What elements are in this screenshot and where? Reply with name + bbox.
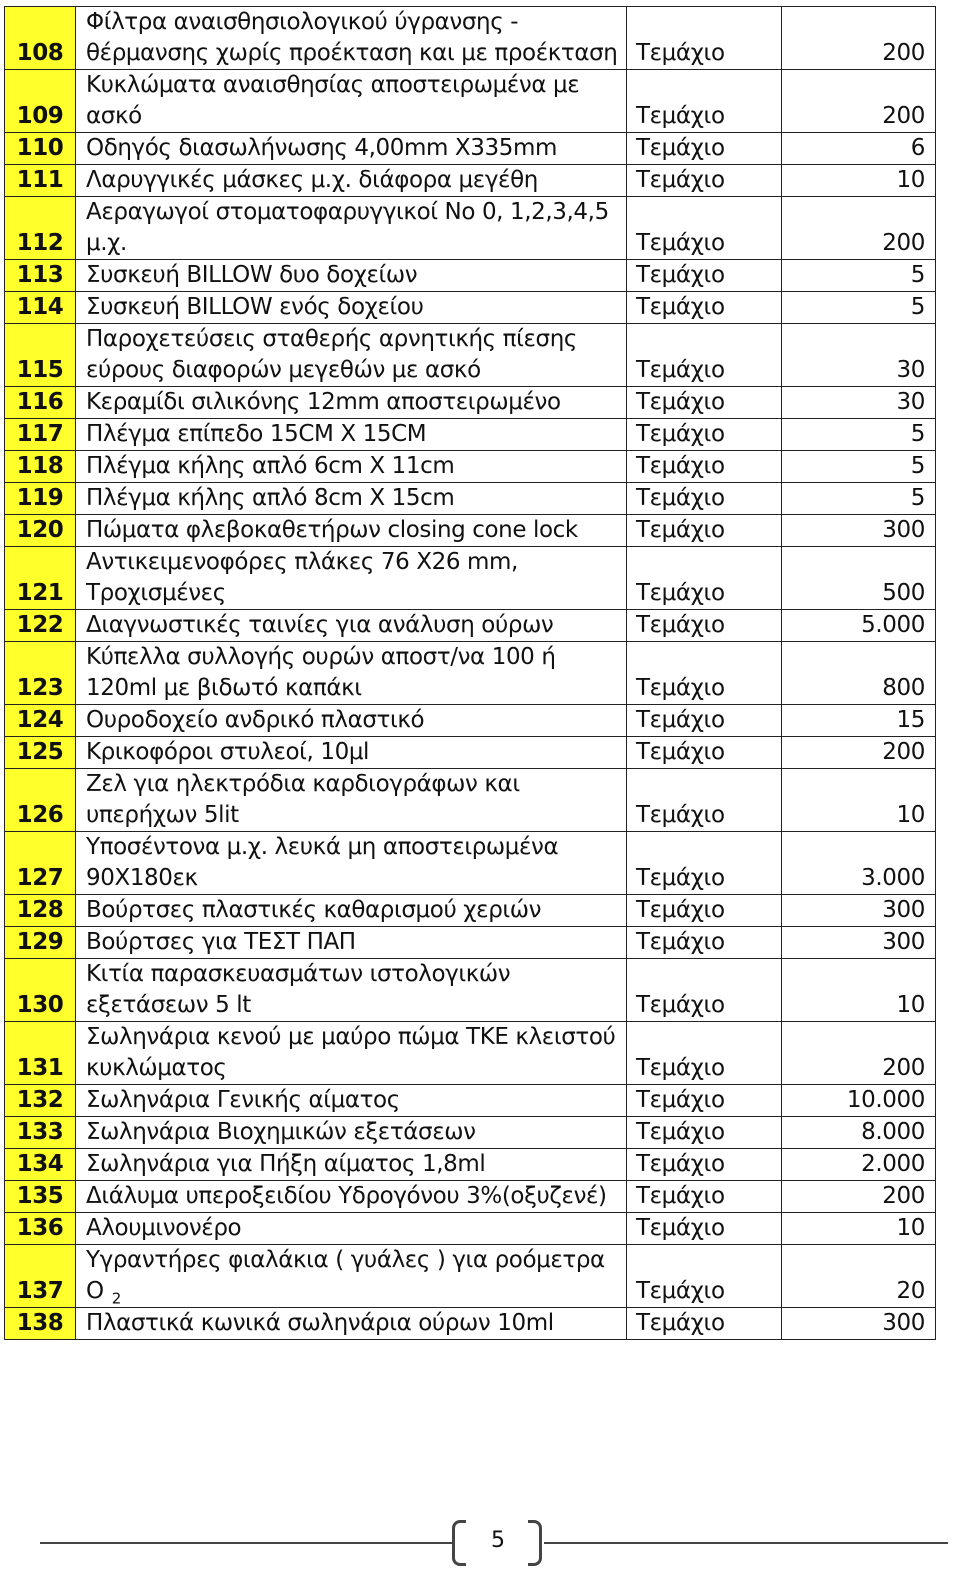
item-number: 109 [5, 70, 76, 133]
item-description-text: Υποσέντονα μ.χ. λευκά μη αποστειρωμένα 90Χ180εκ [86, 834, 559, 891]
item-quantity: 6 [782, 133, 936, 165]
item-number: 118 [5, 451, 76, 483]
item-unit: Τεμάχιο [627, 610, 782, 642]
item-quantity: 3.000 [782, 832, 936, 895]
item-unit: Τεμάχιο [627, 642, 782, 705]
table-row [5, 705, 936, 737]
item-unit: Τεμάχιο [627, 547, 782, 610]
item-description [76, 642, 627, 705]
item-description-text: Κιτία παρασκευασμάτων ιστολογικών εξετάσεων 5 lt [86, 961, 511, 1018]
item-unit: Τεμάχιο [627, 197, 782, 260]
item-description-text: Σωληνάρια κενού με μαύρο πώμα ΤΚΕ κλειστού κυκλώματος [86, 1024, 616, 1081]
item-unit: Τεμάχιο [627, 1149, 782, 1181]
table-row [5, 1085, 936, 1117]
item-quantity: 10 [782, 959, 936, 1022]
item-quantity: 8.000 [782, 1117, 936, 1149]
item-description-text: Υγραντήρες φιαλάκια ( γυάλες ) για ροόμετρα Ο [86, 1247, 605, 1304]
item-description [76, 197, 627, 260]
item-number: 137 [5, 1245, 76, 1308]
table-row [5, 927, 936, 959]
item-description-text: Ουροδοχείο ανδρικό πλαστικό [86, 707, 425, 733]
item-description-text: Αντικειμενοφόρες πλάκες 76 Χ26 mm, Τροχισμένες [86, 549, 518, 606]
item-description [76, 1308, 627, 1340]
item-description [76, 1149, 627, 1181]
table-row [5, 515, 936, 547]
item-quantity: 5 [782, 419, 936, 451]
item-number: 128 [5, 895, 76, 927]
item-number: 133 [5, 1117, 76, 1149]
item-description-text: Φίλτρα αναισθησιολογικού ύγρανσης - θέρμανσης χωρίς προέκταση και με προέκταση [86, 9, 618, 66]
item-unit: Τεμάχιο [627, 260, 782, 292]
item-description-text: Πλαστικά κωνικά σωληνάρια ούρων 10ml [86, 1310, 554, 1336]
item-number: 125 [5, 737, 76, 769]
page-footer [0, 1520, 960, 1570]
item-description-text: Ζελ για ηλεκτρόδια καρδιογράφων και υπερήχων 5lit [86, 771, 520, 828]
left-brace [452, 1520, 466, 1566]
item-quantity: 10.000 [782, 1085, 936, 1117]
item-unit: Τεμάχιο [627, 737, 782, 769]
item-number: 138 [5, 1308, 76, 1340]
item-quantity: 500 [782, 547, 936, 610]
item-unit: Τεμάχιο [627, 451, 782, 483]
item-unit: Τεμάχιο [627, 959, 782, 1022]
table-row [5, 197, 936, 260]
item-description-text: Βούρτσες για ΤΕΣΤ ΠΑΠ [86, 929, 356, 955]
table-row [5, 1213, 936, 1245]
item-quantity: 800 [782, 642, 936, 705]
item-description-text: Σωληνάρια για Πήξη αίματος 1,8ml [86, 1151, 486, 1177]
item-number: 120 [5, 515, 76, 547]
table-row [5, 324, 936, 387]
item-description [76, 895, 627, 927]
item-description [76, 483, 627, 515]
item-unit: Τεμάχιο [627, 1022, 782, 1085]
item-description-text: Συσκευή BILLOW δυο δοχείων [86, 262, 418, 288]
item-quantity: 10 [782, 769, 936, 832]
item-number: 129 [5, 927, 76, 959]
table-row [5, 1149, 936, 1181]
item-description [76, 7, 627, 70]
item-description-text: Κεραμίδι σιλικόνης 12mm αποστειρωμένο [86, 389, 561, 415]
item-number: 132 [5, 1085, 76, 1117]
item-number: 113 [5, 260, 76, 292]
item-description [76, 1085, 627, 1117]
item-number: 131 [5, 1022, 76, 1085]
item-quantity: 5 [782, 451, 936, 483]
table-row [5, 895, 936, 927]
item-description [76, 959, 627, 1022]
item-number: 130 [5, 959, 76, 1022]
item-unit: Τεμάχιο [627, 165, 782, 197]
item-quantity: 300 [782, 515, 936, 547]
item-description [76, 70, 627, 133]
item-description [76, 324, 627, 387]
item-number: 123 [5, 642, 76, 705]
item-description [76, 1213, 627, 1245]
table-row [5, 1022, 936, 1085]
table-row [5, 7, 936, 70]
item-quantity: 300 [782, 895, 936, 927]
item-description [76, 451, 627, 483]
item-number: 134 [5, 1149, 76, 1181]
item-quantity: 5.000 [782, 610, 936, 642]
item-number: 115 [5, 324, 76, 387]
item-description-text: Διάλυμα υπεροξειδίου Υδρογόνου 3%(οξυζενέ) [86, 1183, 607, 1209]
item-description [76, 769, 627, 832]
footer-rule-right [544, 1542, 948, 1544]
table-row [5, 483, 936, 515]
item-quantity: 200 [782, 737, 936, 769]
item-description-text: Σωληνάρια Βιοχημικών εξετάσεων [86, 1119, 476, 1145]
item-unit: Τεμάχιο [627, 292, 782, 324]
table-row [5, 419, 936, 451]
table-row [5, 292, 936, 324]
item-quantity: 20 [782, 1245, 936, 1308]
item-description-text: Αλουμινονέρο [86, 1215, 242, 1241]
item-unit: Τεμάχιο [627, 1085, 782, 1117]
item-description-text: Συσκευή BILLOW ενός δοχείου [86, 294, 424, 320]
table-row [5, 769, 936, 832]
table-row [5, 1117, 936, 1149]
item-description [76, 832, 627, 895]
item-description [76, 515, 627, 547]
item-unit: Τεμάχιο [627, 7, 782, 70]
footer-rule-left [40, 1542, 452, 1544]
item-description-text: Πλέγμα κήλης απλό 8cm X 15cm [86, 485, 455, 511]
item-description-text: Πλέγμα επίπεδο 15CM X 15CM [86, 421, 427, 447]
item-description-text: Πώματα φλεβοκαθετήρων closing cone lock [86, 517, 578, 543]
item-unit: Τεμάχιο [627, 769, 782, 832]
item-number: 111 [5, 165, 76, 197]
item-description-text: Οδηγός διασωλήνωσης 4,00mm Χ335mm [86, 135, 557, 161]
item-quantity: 5 [782, 292, 936, 324]
item-unit: Τεμάχιο [627, 133, 782, 165]
item-description [76, 737, 627, 769]
item-number: 127 [5, 832, 76, 895]
table-row [5, 959, 936, 1022]
item-number: 126 [5, 769, 76, 832]
item-quantity: 200 [782, 1181, 936, 1213]
table-row [5, 642, 936, 705]
item-unit: Τεμάχιο [627, 1308, 782, 1340]
item-unit: Τεμάχιο [627, 419, 782, 451]
item-unit: Τεμάχιο [627, 483, 782, 515]
item-unit: Τεμάχιο [627, 387, 782, 419]
item-unit: Τεμάχιο [627, 1245, 782, 1308]
item-description-text: Κρικοφόροι στυλεοί, 10μl [86, 739, 370, 765]
item-description-text: Αεραγωγοί στοματοφαρυγγικοί Νο 0, 1,2,3,4,5 μ.χ. [86, 199, 609, 256]
item-quantity: 30 [782, 387, 936, 419]
page-number: 5 [491, 1528, 505, 1553]
item-unit: Τεμάχιο [627, 832, 782, 895]
item-quantity: 200 [782, 1022, 936, 1085]
table-row [5, 70, 936, 133]
item-unit: Τεμάχιο [627, 705, 782, 737]
item-description [76, 387, 627, 419]
item-quantity: 5 [782, 260, 936, 292]
item-quantity: 10 [782, 1213, 936, 1245]
table-row [5, 1181, 936, 1213]
table-row [5, 547, 936, 610]
item-description [76, 419, 627, 451]
item-quantity: 5 [782, 483, 936, 515]
table-row [5, 451, 936, 483]
item-quantity: 2.000 [782, 1149, 936, 1181]
item-description [76, 133, 627, 165]
item-description-text: Λαρυγγικές μάσκες μ.χ. διάφορα μεγέθη [86, 167, 538, 193]
item-description-text: Κύπελλα συλλογής ουρών αποστ/να 100 ή 120ml με βιδωτό καπάκι [86, 644, 556, 701]
item-quantity: 200 [782, 70, 936, 133]
item-quantity: 300 [782, 927, 936, 959]
item-description [76, 1117, 627, 1149]
item-description [76, 1245, 627, 1308]
item-description-text: Πλέγμα κήλης απλό 6cm X 11cm [86, 453, 455, 479]
item-description [76, 292, 627, 324]
item-description-text: Διαγνωστικές ταινίες για ανάλυση ούρων [86, 612, 554, 638]
item-unit: Τεμάχιο [627, 1181, 782, 1213]
table-row [5, 165, 936, 197]
item-quantity: 15 [782, 705, 936, 737]
item-unit: Τεμάχιο [627, 1213, 782, 1245]
item-quantity: 10 [782, 165, 936, 197]
right-brace [528, 1520, 542, 1566]
table-row [5, 260, 936, 292]
item-number: 117 [5, 419, 76, 451]
table-row [5, 737, 936, 769]
table-row [5, 1245, 936, 1308]
item-unit: Τεμάχιο [627, 324, 782, 387]
item-number: 135 [5, 1181, 76, 1213]
item-unit: Τεμάχιο [627, 1117, 782, 1149]
item-description [76, 1181, 627, 1213]
item-quantity: 200 [782, 7, 936, 70]
item-number: 116 [5, 387, 76, 419]
item-unit: Τεμάχιο [627, 515, 782, 547]
table-row [5, 610, 936, 642]
item-number: 121 [5, 547, 76, 610]
item-description [76, 927, 627, 959]
item-number: 119 [5, 483, 76, 515]
item-number: 112 [5, 197, 76, 260]
subscript: 2 [111, 1289, 121, 1308]
item-description [76, 1022, 627, 1085]
item-number: 124 [5, 705, 76, 737]
item-quantity: 30 [782, 324, 936, 387]
table-row [5, 133, 936, 165]
item-number: 110 [5, 133, 76, 165]
item-quantity: 200 [782, 197, 936, 260]
item-number: 114 [5, 292, 76, 324]
item-number: 122 [5, 610, 76, 642]
items-table [4, 6, 936, 1340]
item-unit: Τεμάχιο [627, 895, 782, 927]
item-description [76, 260, 627, 292]
item-description-text: Βούρτσες πλαστικές καθαρισμού χεριών [86, 897, 542, 923]
table-row [5, 832, 936, 895]
item-description [76, 610, 627, 642]
table-row [5, 1308, 936, 1340]
item-number: 108 [5, 7, 76, 70]
item-description-text: Σωληνάρια Γενικής αίματος [86, 1087, 400, 1113]
item-unit: Τεμάχιο [627, 70, 782, 133]
item-description [76, 705, 627, 737]
table-row [5, 387, 936, 419]
item-unit: Τεμάχιο [627, 927, 782, 959]
item-number: 136 [5, 1213, 76, 1245]
item-description [76, 547, 627, 610]
item-description-text: Παροχετεύσεις σταθερής αρνητικής πίεσης εύρους διαφορών μεγεθών με ασκό [86, 326, 577, 383]
items-table-body [5, 7, 936, 1340]
item-description [76, 165, 627, 197]
item-description-text: Κυκλώματα αναισθησίας αποστειρωμένα με ασκό [86, 72, 580, 129]
item-quantity: 300 [782, 1308, 936, 1340]
